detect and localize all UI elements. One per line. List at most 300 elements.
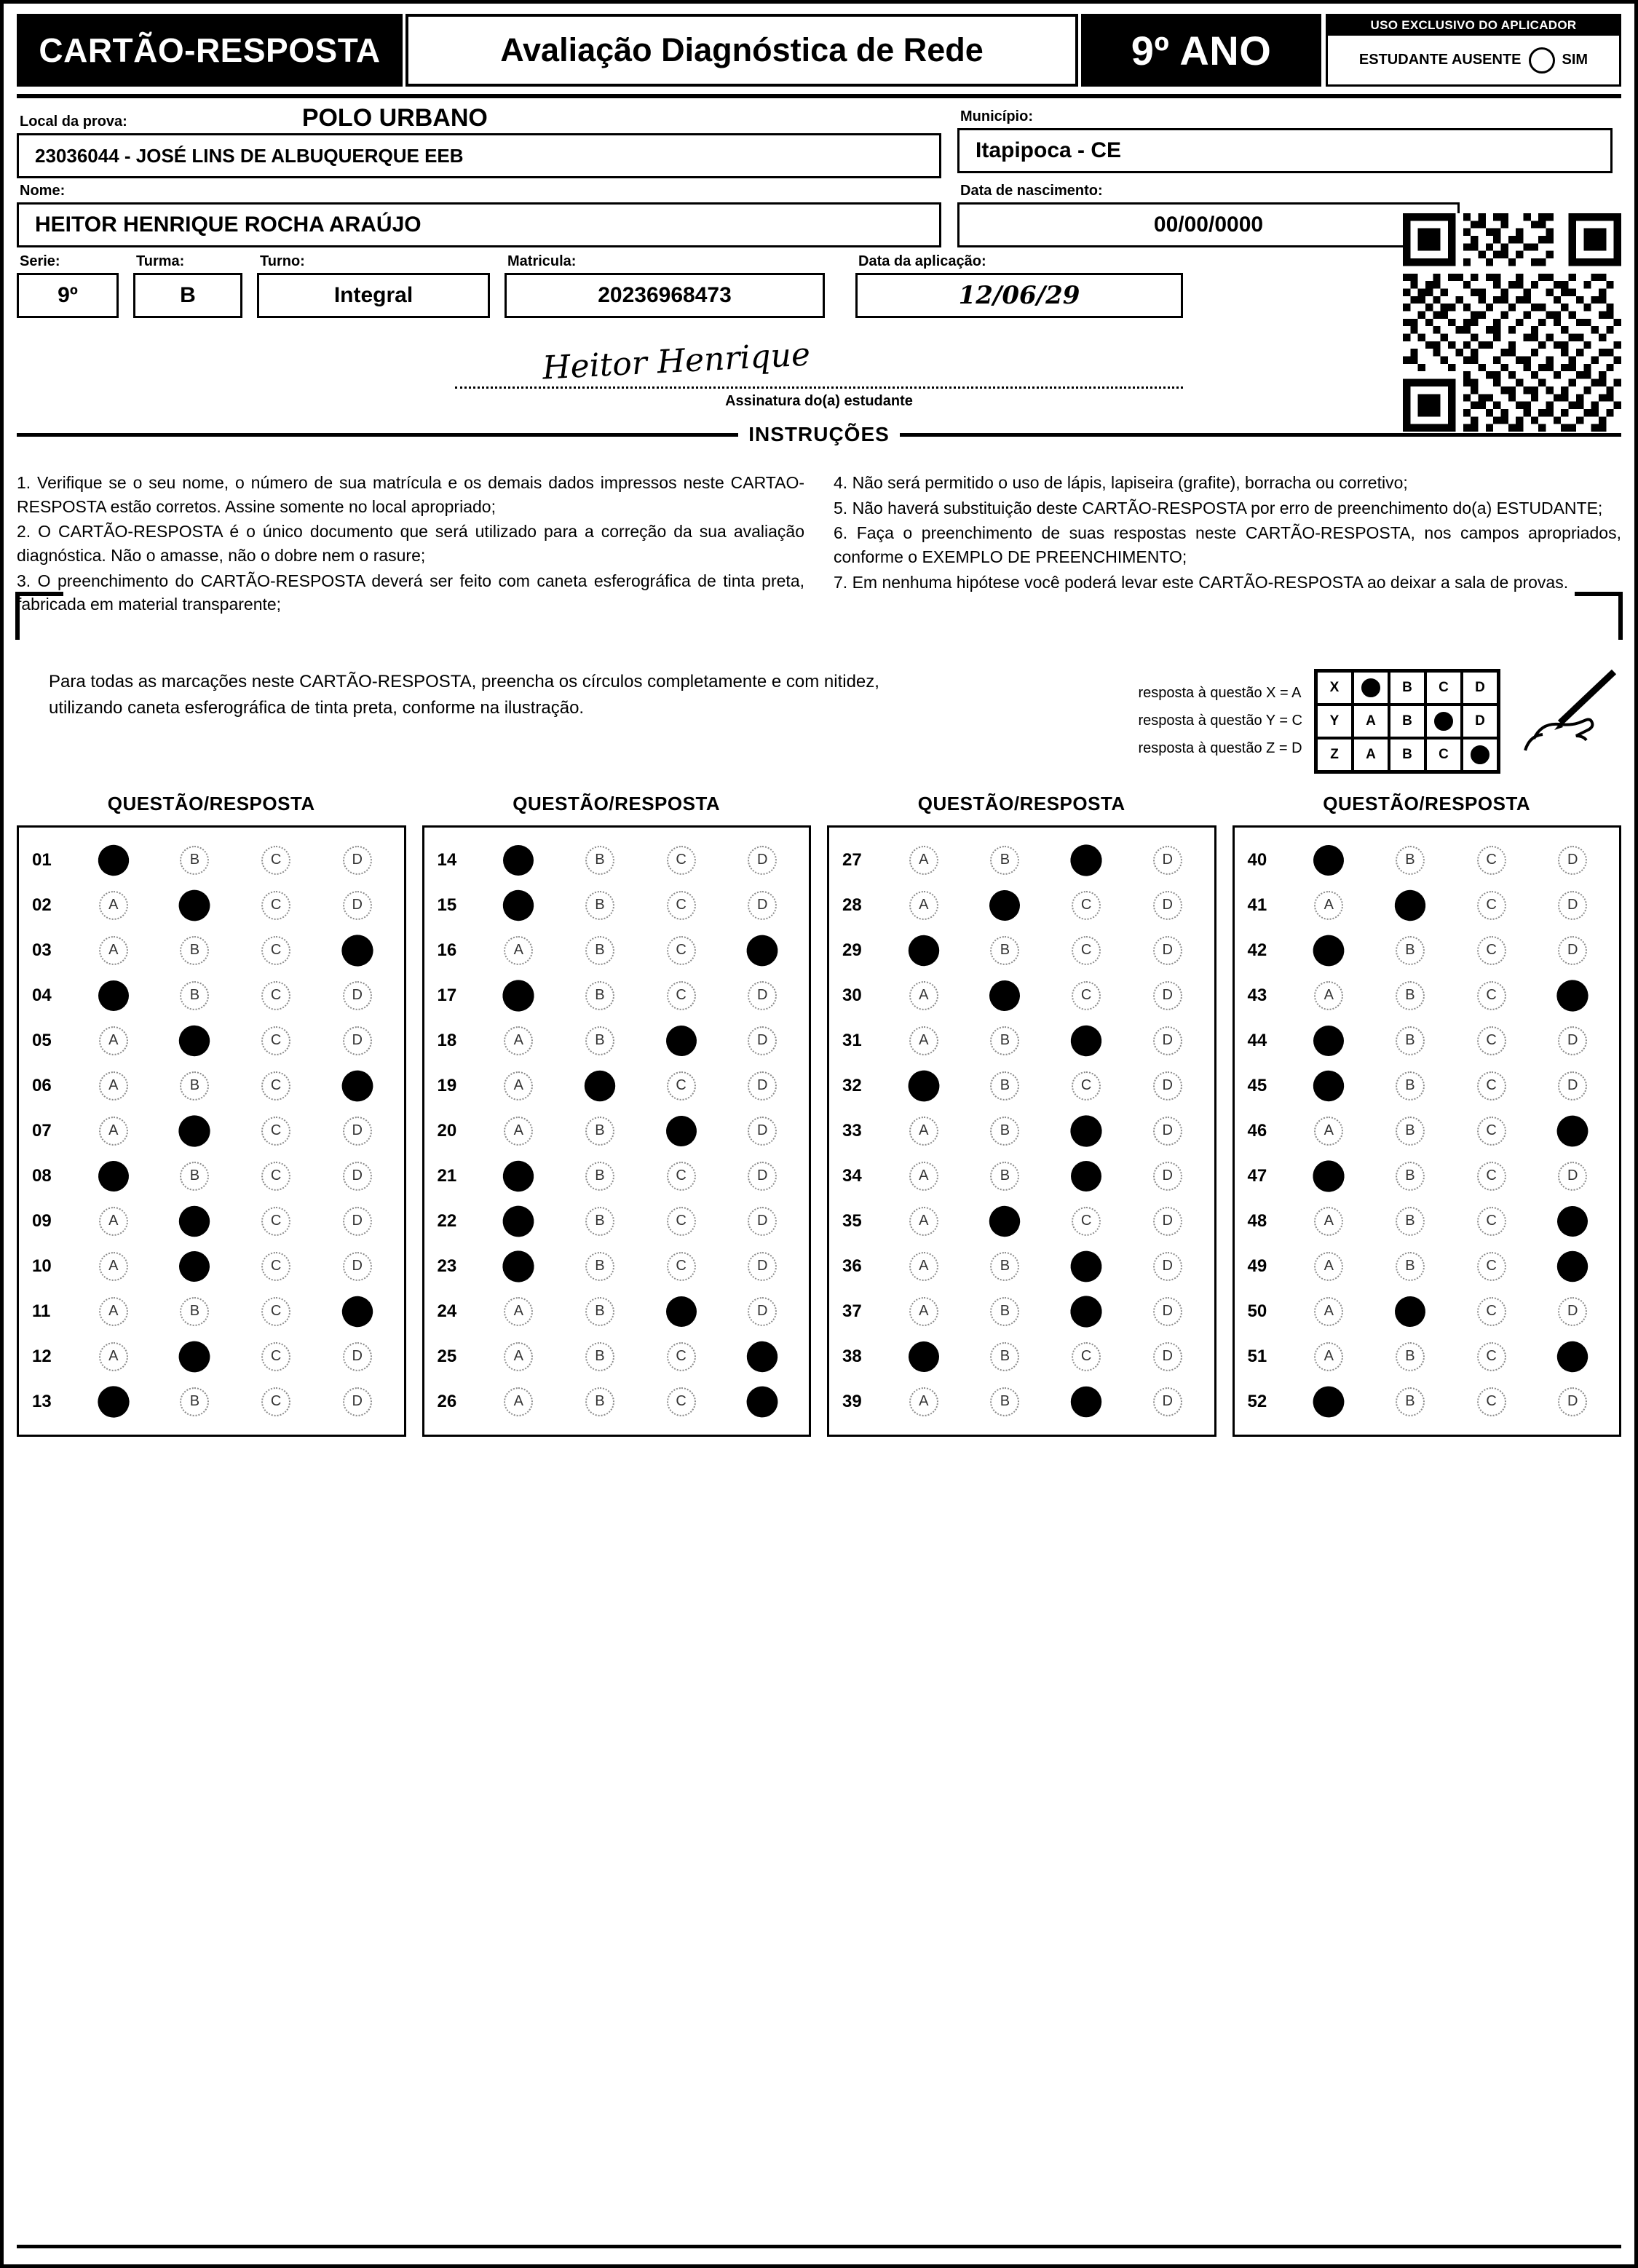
answer-grid [17, 793, 1621, 1437]
answer-bubble-51-a[interactable]: A [1314, 1342, 1343, 1371]
bubble-cell [559, 846, 641, 875]
answer-bubble-42-d[interactable]: D [1558, 936, 1587, 965]
question-number: 30 [842, 985, 862, 1005]
answer-bubble-01-a[interactable] [98, 844, 130, 876]
bubble-cell [478, 1117, 560, 1146]
answer-bubble-09-c[interactable]: C [261, 1207, 290, 1236]
answer-bubble-22-d[interactable]: D [748, 1207, 777, 1236]
answer-bubble-33-c[interactable] [1070, 1115, 1101, 1146]
answer-bubble-40-b[interactable]: B [1396, 846, 1425, 875]
answer-bubble-20-a[interactable]: A [504, 1117, 533, 1146]
answer-bubble-49-d[interactable] [1558, 1252, 1587, 1281]
bubble-cell [235, 1252, 317, 1281]
answer-bubble-07-a[interactable]: A [99, 1117, 128, 1146]
answer-bubble-39-d[interactable]: D [1153, 1387, 1182, 1416]
bubble-cell [1369, 1207, 1451, 1236]
bubble-cell [1369, 1252, 1451, 1281]
answer-bubble-14-c[interactable]: C [667, 846, 696, 875]
bubble-cell [883, 1297, 965, 1326]
answer-bubble-39-a[interactable]: A [909, 1387, 938, 1416]
answer-bubble-16-c[interactable]: C [667, 936, 696, 965]
answer-bubble-34-b[interactable]: B [990, 1162, 1019, 1191]
answer-bubble-25-b[interactable]: B [585, 1342, 614, 1371]
answer-bubble-32-a[interactable] [907, 1070, 940, 1103]
answer-bubble-07-c[interactable]: C [261, 1117, 290, 1146]
instruction-item: 3. O preenchimento do CARTÃO-RESPOSTA deverá ser feito com caneta esferográfica de tinta preta, fabricada em material transparente; [17, 571, 804, 614]
answer-bubble-04-c[interactable]: C [261, 981, 290, 1010]
nome-field: HEITOR HENRIQUE ROCHA ARAÚJO [17, 202, 941, 247]
answer-bubble-24-b[interactable]: B [585, 1297, 614, 1326]
answer-bubble-26-a[interactable]: A [504, 1387, 533, 1416]
answer-bubble-02-a[interactable]: A [99, 891, 128, 920]
question-number: 43 [1247, 985, 1267, 1005]
answer-bubble-08-d[interactable]: D [343, 1162, 372, 1191]
answer-bubble-22-a[interactable] [502, 1205, 535, 1238]
answer-bubble-29-d[interactable]: D [1153, 936, 1182, 965]
answer-bubble-33-a[interactable]: A [909, 1117, 938, 1146]
answer-bubble-33-b[interactable]: B [990, 1117, 1019, 1146]
answer-bubble-45-c[interactable]: C [1477, 1071, 1506, 1101]
bubble-cell [721, 1207, 803, 1236]
answer-bubble-28-b[interactable] [989, 890, 1020, 921]
answer-bubble-13-a[interactable] [98, 1386, 129, 1417]
header-divider [17, 94, 1621, 98]
answer-bubble-35-d[interactable]: D [1153, 1207, 1182, 1236]
answer-bubble-25-d[interactable] [747, 1341, 778, 1372]
example-option-b: B [1389, 705, 1425, 738]
answer-bubble-32-b[interactable]: B [990, 1071, 1019, 1101]
answer-bubble-06-d[interactable] [341, 1070, 373, 1103]
bubble-cell [1369, 1387, 1451, 1416]
bubble-cell [1289, 936, 1370, 965]
answer-column-title: QUESTÃO/RESPOSTA [917, 792, 1125, 814]
answer-bubble-39-b[interactable]: B [990, 1387, 1019, 1416]
answer-bubble-27-b[interactable]: B [990, 846, 1019, 875]
answer-bubble-04-b[interactable]: B [180, 981, 209, 1010]
bubble-cell [1289, 1026, 1370, 1055]
answer-bubble-22-b[interactable]: B [585, 1207, 614, 1236]
answer-bubble-09-b[interactable] [180, 1207, 209, 1236]
answer-bubble-11-c[interactable]: C [261, 1297, 290, 1326]
answer-bubble-10-c[interactable]: C [261, 1252, 290, 1281]
answer-bubble-15-b[interactable]: B [585, 891, 614, 920]
answer-bubble-19-c[interactable]: C [667, 1071, 696, 1101]
instructions-section [17, 423, 1621, 774]
answer-bubble-43-b[interactable]: B [1396, 981, 1425, 1010]
question-row-18 [430, 1018, 804, 1063]
answer-bubble-48-d[interactable] [1557, 1206, 1588, 1237]
answer-bubble-12-c[interactable]: C [261, 1342, 290, 1371]
answer-bubble-19-b[interactable] [585, 1071, 614, 1101]
answer-bubble-06-b[interactable]: B [180, 1071, 209, 1101]
answer-bubble-31-b[interactable]: B [990, 1026, 1019, 1055]
aplicacao-field: 12/06/29 [855, 273, 1183, 318]
example-option-c [1425, 705, 1462, 738]
answer-bubble-03-a[interactable]: A [99, 936, 128, 965]
answer-bubble-39-c[interactable] [1072, 1387, 1101, 1416]
answer-bubble-13-c[interactable]: C [261, 1387, 290, 1416]
bubble-cell [154, 1207, 236, 1236]
answer-bubble-51-d[interactable] [1556, 1341, 1588, 1373]
bubble-cell [965, 981, 1046, 1010]
question-number: 29 [842, 940, 862, 960]
bubble-cell [1127, 1252, 1208, 1281]
bubble-cell [1451, 1342, 1532, 1371]
question-row-31 [835, 1018, 1208, 1063]
answer-bubble-44-d[interactable]: D [1558, 1026, 1587, 1055]
answer-bubble-11-a[interactable]: A [99, 1297, 128, 1326]
answer-bubble-03-b[interactable]: B [180, 936, 209, 965]
answer-bubble-46-b[interactable]: B [1396, 1117, 1425, 1146]
answer-bubble-17-c[interactable]: C [667, 981, 696, 1010]
answer-bubble-21-d[interactable]: D [748, 1162, 777, 1191]
absent-label: ESTUDANTE AUSENTE [1358, 52, 1522, 68]
answer-bubble-04-a[interactable] [99, 981, 128, 1010]
answer-bubble-15-a[interactable] [503, 890, 534, 921]
answer-bubble-01-c[interactable]: C [261, 846, 290, 875]
answer-bubble-42-c[interactable]: C [1477, 936, 1506, 965]
answer-bubble-40-a[interactable] [1313, 845, 1344, 876]
answer-bubble-28-c[interactable]: C [1072, 891, 1101, 920]
instruction-item: 6. Faça o preenchimento de suas respostas neste CARTÃO-RESPOSTA, nos campos apropriados, conforme o EXEMPLO DE PREENCHIMENTO; [834, 523, 1621, 566]
answer-bubble-11-b[interactable]: B [180, 1297, 209, 1326]
answer-bubble-47-c[interactable]: C [1477, 1162, 1506, 1191]
answer-bubble-34-a[interactable]: A [909, 1162, 938, 1191]
bubble-cell [1532, 981, 1613, 1010]
answer-bubble-30-b[interactable] [989, 980, 1020, 1011]
answer-bubble-25-c[interactable]: C [667, 1342, 696, 1371]
answer-bubble-26-c[interactable]: C [667, 1387, 696, 1416]
answer-bubble-38-a[interactable] [909, 1341, 939, 1372]
answer-bubble-36-d[interactable]: D [1153, 1252, 1182, 1281]
instruction-item: 7. Em nenhuma hipótese você poderá levar este CARTÃO-RESPOSTA ao deixar a sala de provas. [834, 572, 1569, 592]
answer-bubble-32-c[interactable]: C [1072, 1071, 1101, 1101]
answer-bubble-14-d[interactable]: D [748, 846, 777, 875]
answer-bubble-17-b[interactable]: B [585, 981, 614, 1010]
answer-bubble-43-c[interactable]: C [1477, 981, 1506, 1010]
answer-bubble-47-b[interactable]: B [1396, 1162, 1425, 1191]
question-row-33 [835, 1109, 1208, 1154]
answer-bubble-05-b[interactable] [179, 1026, 210, 1056]
bubble-cell [478, 1342, 560, 1371]
bubble-cell [154, 1342, 236, 1371]
answer-bubble-36-c[interactable] [1070, 1250, 1103, 1283]
answer-bubble-35-c[interactable]: C [1072, 1207, 1101, 1236]
answer-bubble-14-b[interactable]: B [585, 846, 614, 875]
answer-bubble-15-d[interactable]: D [748, 891, 777, 920]
bubble-cell [154, 1071, 236, 1101]
answer-bubble-42-a[interactable] [1313, 935, 1345, 967]
instruction-item: 4. Não será permitido o uso de lápis, lapiseira (grafite), borracha ou corretivo; [834, 473, 1408, 492]
answer-column-3 [827, 793, 1216, 1437]
bubble-cell [1451, 891, 1532, 920]
answer-bubble-11-d[interactable] [341, 1296, 373, 1328]
answer-bubble-35-b[interactable] [989, 1206, 1020, 1237]
answer-bubble-05-c[interactable]: C [261, 1026, 290, 1055]
answer-bubble-37-a[interactable]: A [909, 1297, 938, 1326]
question-row-42 [1241, 928, 1614, 973]
answer-bubble-41-d[interactable]: D [1558, 891, 1587, 920]
qr-code [1403, 213, 1621, 432]
answer-bubble-17-a[interactable] [502, 979, 535, 1012]
answer-bubble-50-b[interactable] [1395, 1296, 1425, 1327]
answer-bubble-16-b[interactable]: B [585, 936, 614, 965]
question-row-49 [1241, 1244, 1614, 1289]
answer-bubble-30-d[interactable]: D [1153, 981, 1182, 1010]
answer-bubble-20-c[interactable] [666, 1116, 697, 1146]
answer-bubble-21-a[interactable] [502, 1160, 534, 1192]
bubble-cell [641, 846, 722, 875]
answer-bubble-41-a[interactable]: A [1314, 891, 1343, 920]
answer-bubble-47-a[interactable] [1313, 1159, 1345, 1192]
question-number: 20 [437, 1120, 457, 1141]
answer-bubble-49-b[interactable]: B [1396, 1252, 1425, 1281]
page-header [17, 14, 1621, 87]
bubble-cell [1451, 1162, 1532, 1191]
answer-bubble-27-a[interactable]: A [909, 846, 938, 875]
answer-bubble-43-a[interactable]: A [1314, 981, 1343, 1010]
signature-line[interactable] [455, 338, 1183, 389]
answer-bubble-13-b[interactable]: B [180, 1387, 209, 1416]
answer-bubble-08-c[interactable]: C [261, 1162, 290, 1191]
answer-bubble-41-c[interactable]: C [1477, 891, 1506, 920]
answer-bubble-18-c[interactable] [666, 1026, 697, 1056]
bubble-cell [235, 981, 317, 1010]
answer-bubble-50-a[interactable]: A [1314, 1297, 1343, 1326]
answer-bubble-19-a[interactable]: A [504, 1071, 533, 1101]
answer-bubble-03-d[interactable] [341, 935, 373, 966]
answer-bubble-23-b[interactable]: B [585, 1252, 614, 1281]
answer-bubble-20-b[interactable]: B [585, 1117, 614, 1146]
example-option-a [1353, 671, 1389, 705]
applicator-title: USO EXCLUSIVO DO APLICADOR [1328, 16, 1619, 36]
answer-bubble-36-a[interactable]: A [909, 1252, 938, 1281]
answer-bubble-07-d[interactable]: D [343, 1117, 372, 1146]
bubble-cell [73, 846, 154, 875]
bubble-cell [721, 1342, 803, 1371]
municipio-field: Itapipoca - CE [957, 128, 1613, 173]
bubble-cell [721, 1252, 803, 1281]
answer-bubble-46-a[interactable]: A [1314, 1117, 1343, 1146]
bubble-cell [1045, 1297, 1127, 1326]
answer-bubble-22-c[interactable]: C [667, 1207, 696, 1236]
question-number: 25 [437, 1346, 457, 1366]
answer-bubble-52-c[interactable]: C [1477, 1387, 1506, 1416]
answer-bubble-50-c[interactable]: C [1477, 1297, 1506, 1326]
example-legend-item: resposta à questão Y = C [1138, 712, 1302, 729]
answer-bubble-40-d[interactable]: D [1558, 846, 1587, 875]
answer-bubble-18-b[interactable]: B [585, 1026, 614, 1055]
bubble-cell [317, 981, 398, 1010]
answer-bubble-25-a[interactable]: A [504, 1342, 533, 1371]
answer-bubble-48-c[interactable]: C [1477, 1207, 1506, 1236]
answer-bubble-29-a[interactable] [909, 936, 938, 965]
question-number: 08 [32, 1165, 52, 1186]
answer-bubble-31-d[interactable]: D [1153, 1026, 1182, 1055]
answer-bubble-30-c[interactable]: C [1072, 981, 1101, 1010]
answer-bubble-01-d[interactable]: D [343, 846, 372, 875]
answer-bubble-26-b[interactable]: B [585, 1387, 614, 1416]
question-number: 06 [32, 1075, 52, 1095]
answer-bubble-44-c[interactable]: C [1477, 1026, 1506, 1055]
answer-bubble-52-b[interactable]: B [1396, 1387, 1425, 1416]
bubble-cell [317, 1387, 398, 1416]
answer-bubble-19-d[interactable]: D [748, 1071, 777, 1101]
signature-caption: Assinatura do(a) estudante [725, 393, 913, 409]
bubble-cell [1289, 1071, 1370, 1101]
answer-bubble-05-d[interactable]: D [343, 1026, 372, 1055]
answer-bubble-04-d[interactable]: D [343, 981, 372, 1010]
bubble-cell [478, 1162, 560, 1191]
answer-bubble-37-c[interactable] [1069, 1295, 1102, 1328]
question-number: 01 [32, 849, 52, 870]
question-number: 04 [32, 985, 52, 1005]
answer-bubble-34-d[interactable]: D [1153, 1162, 1182, 1191]
answer-bubble-24-a[interactable]: A [504, 1297, 533, 1326]
answer-bubble-15-c[interactable]: C [667, 891, 696, 920]
question-row-12 [25, 1334, 398, 1379]
answer-bubble-49-a[interactable]: A [1314, 1252, 1343, 1281]
answer-bubble-32-d[interactable]: D [1153, 1071, 1182, 1101]
answer-bubble-16-d[interactable] [746, 935, 779, 967]
answer-bubble-07-b[interactable] [178, 1114, 211, 1147]
answer-bubble-06-a[interactable]: A [99, 1071, 128, 1101]
bubble-cell [317, 1117, 398, 1146]
answer-bubble-34-c[interactable] [1072, 1162, 1101, 1191]
answer-bubble-18-a[interactable]: A [504, 1026, 533, 1055]
question-row-10 [25, 1244, 398, 1289]
answer-bubble-38-c[interactable]: C [1072, 1342, 1101, 1371]
answer-bubble-18-d[interactable]: D [748, 1026, 777, 1055]
answer-bubble-10-d[interactable]: D [343, 1252, 372, 1281]
answer-bubble-33-d[interactable]: D [1153, 1117, 1182, 1146]
answer-bubble-42-b[interactable]: B [1396, 936, 1425, 965]
answer-bubble-12-a[interactable]: A [99, 1342, 128, 1371]
answer-bubble-23-c[interactable]: C [667, 1252, 696, 1281]
answer-bubble-46-d[interactable] [1556, 1115, 1589, 1148]
bubble-cell [154, 891, 236, 920]
answer-bubble-21-c[interactable]: C [667, 1162, 696, 1191]
answer-bubble-28-a[interactable]: A [909, 891, 938, 920]
answer-bubble-12-b[interactable] [178, 1341, 211, 1373]
answer-bubble-10-b[interactable] [179, 1251, 210, 1282]
answer-bubble-08-a[interactable] [98, 1161, 129, 1192]
answer-bubble-48-b[interactable]: B [1396, 1207, 1425, 1236]
answer-bubble-35-a[interactable]: A [909, 1207, 938, 1236]
school-field: 23036044 - JOSÉ LINS DE ALBUQUERQUE EEB [17, 133, 941, 178]
answer-bubble-48-a[interactable]: A [1314, 1207, 1343, 1236]
answer-bubble-09-d[interactable]: D [343, 1207, 372, 1236]
example-legend-item: resposta à questão X = A [1138, 684, 1302, 701]
question-row-01 [25, 838, 398, 883]
answer-bubble-49-c[interactable]: C [1477, 1252, 1506, 1281]
bubble-cell [235, 1207, 317, 1236]
bubble-cell [1532, 846, 1613, 875]
answer-bubble-06-c[interactable]: C [261, 1071, 290, 1101]
answer-bubble-45-b[interactable]: B [1396, 1071, 1425, 1101]
header-cartao-label: CARTÃO-RESPOSTA [17, 14, 403, 87]
answer-column-2 [422, 793, 812, 1437]
question-row-20 [430, 1109, 804, 1154]
answer-bubble-01-b[interactable]: B [180, 846, 209, 875]
answer-bubble-36-b[interactable]: B [990, 1252, 1019, 1281]
answer-bubble-51-c[interactable]: C [1477, 1342, 1506, 1371]
question-number: 15 [437, 895, 457, 915]
answer-bubble-09-a[interactable]: A [99, 1207, 128, 1236]
answer-bubble-26-d[interactable] [746, 1386, 779, 1419]
answer-bubble-13-d[interactable]: D [343, 1387, 372, 1416]
answer-bubble-47-d[interactable]: D [1558, 1162, 1587, 1191]
bubble-cell [154, 1162, 236, 1191]
answer-bubble-46-c[interactable]: C [1477, 1117, 1506, 1146]
answer-bubble-27-c[interactable] [1069, 844, 1102, 876]
question-number: 07 [32, 1120, 52, 1141]
answer-bubble-51-b[interactable]: B [1396, 1342, 1425, 1371]
answer-bubble-14-a[interactable] [504, 846, 533, 875]
answer-bubble-02-c[interactable]: C [261, 891, 290, 920]
bubble-cell [1045, 846, 1127, 875]
question-number: 40 [1247, 849, 1267, 870]
bubble-cell [721, 1297, 803, 1326]
answer-bubble-24-c[interactable] [667, 1297, 696, 1326]
answer-bubble-50-d[interactable]: D [1558, 1297, 1587, 1326]
answer-bubble-05-a[interactable]: A [99, 1026, 128, 1055]
answer-bubble-10-a[interactable]: A [99, 1252, 128, 1281]
answer-bubble-29-b[interactable]: B [990, 936, 1019, 965]
answer-bubble-38-b[interactable]: B [990, 1342, 1019, 1371]
bubble-cell [73, 981, 154, 1010]
bubble-cell [235, 1117, 317, 1146]
answer-bubble-17-d[interactable]: D [748, 981, 777, 1010]
answer-bubble-30-a[interactable]: A [909, 981, 938, 1010]
answer-bubble-03-c[interactable]: C [261, 936, 290, 965]
answer-bubble-28-d[interactable]: D [1153, 891, 1182, 920]
answer-bubble-43-d[interactable] [1557, 980, 1588, 1011]
answer-bubble-12-d[interactable]: D [343, 1342, 372, 1371]
answer-bubble-44-a[interactable] [1314, 1026, 1343, 1055]
bubble-cell [1289, 1387, 1370, 1416]
absent-bubble[interactable] [1529, 47, 1555, 74]
answer-bubble-02-d[interactable]: D [343, 891, 372, 920]
answer-bubble-27-d[interactable]: D [1153, 846, 1182, 875]
answer-bubble-41-b[interactable] [1394, 889, 1426, 921]
answer-bubble-02-b[interactable] [178, 889, 211, 922]
answer-bubble-40-c[interactable]: C [1477, 846, 1506, 875]
answer-bubble-52-d[interactable]: D [1558, 1387, 1587, 1416]
answer-bubble-37-d[interactable]: D [1153, 1297, 1182, 1326]
answer-bubble-45-a[interactable] [1313, 1071, 1344, 1101]
answer-bubble-08-b[interactable]: B [180, 1162, 209, 1191]
answer-bubble-52-a[interactable] [1313, 1386, 1345, 1419]
question-number: 24 [437, 1301, 457, 1321]
answer-bubble-38-d[interactable]: D [1153, 1342, 1182, 1371]
bubble-cell [641, 981, 722, 1010]
answer-bubble-44-b[interactable]: B [1396, 1026, 1425, 1055]
answer-bubble-20-d[interactable]: D [748, 1117, 777, 1146]
answer-bubble-31-c[interactable] [1070, 1025, 1102, 1057]
answer-bubble-31-a[interactable]: A [909, 1026, 938, 1055]
answer-bubble-16-a[interactable]: A [504, 936, 533, 965]
question-row-32 [835, 1063, 1208, 1109]
answer-bubble-29-c[interactable]: C [1072, 936, 1101, 965]
bubble-cell [317, 1297, 398, 1326]
answer-bubble-37-b[interactable]: B [990, 1297, 1019, 1326]
answer-bubble-23-a[interactable] [503, 1250, 534, 1282]
answer-bubble-45-d[interactable]: D [1558, 1071, 1587, 1101]
answer-bubble-24-d[interactable]: D [748, 1297, 777, 1326]
answer-bubble-23-d[interactable]: D [748, 1252, 777, 1281]
answer-bubble-21-b[interactable]: B [585, 1162, 614, 1191]
